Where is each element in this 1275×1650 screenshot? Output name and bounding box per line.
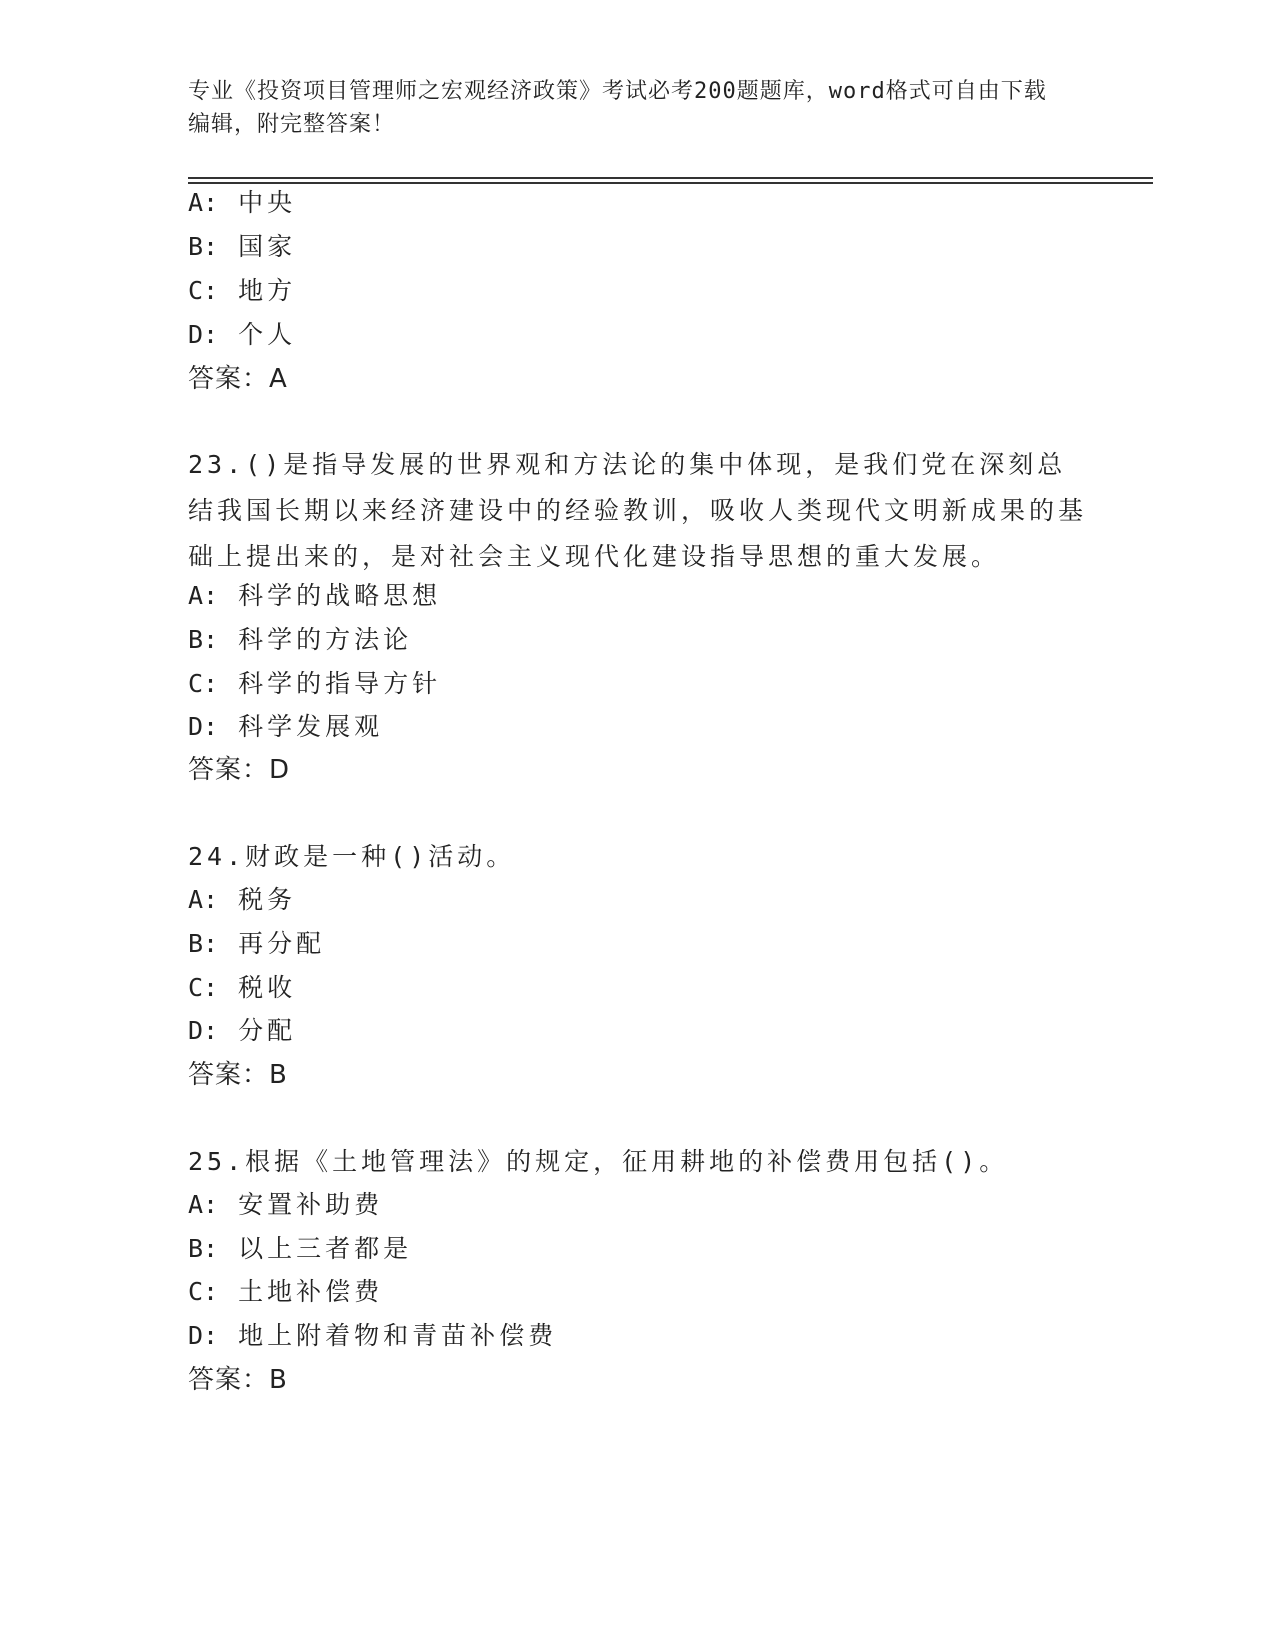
option-c — [188, 669, 441, 699]
option-letter: C: — [188, 973, 219, 1002]
answer-line: 答案：B — [188, 1365, 288, 1395]
option-letter: B: — [188, 625, 219, 654]
option-text: 税务 — [238, 885, 297, 914]
option-a — [188, 188, 296, 218]
question-25-stem: 25.根据《土地管理法》的规定，征用耕地的补偿费用包括()。 — [188, 1147, 1009, 1176]
option-text: 分配 — [238, 1016, 297, 1045]
option-c — [188, 276, 296, 306]
option-a — [188, 1190, 383, 1220]
option-text: 科学的战略思想 — [238, 581, 442, 610]
option-c — [188, 1277, 383, 1307]
option-c — [188, 973, 296, 1003]
answer-line: 答案：B — [188, 1060, 288, 1090]
option-letter: D: — [188, 320, 219, 349]
option-letter: C: — [188, 276, 219, 305]
option-text: 土地补偿费 — [238, 1277, 384, 1306]
option-b — [188, 232, 296, 262]
option-text: 科学发展观 — [238, 712, 384, 741]
option-d — [188, 320, 296, 350]
option-b — [188, 929, 325, 959]
option-d — [188, 712, 383, 742]
option-d — [188, 1321, 557, 1351]
option-text: 科学的指导方针 — [238, 669, 442, 698]
header-divider-top — [188, 177, 1153, 179]
option-letter: D: — [188, 1321, 219, 1350]
option-text: 国家 — [238, 232, 297, 261]
option-letter: A: — [188, 581, 219, 610]
answer-line: 答案：A — [188, 364, 288, 394]
option-letter: A: — [188, 1190, 219, 1219]
option-letter: A: — [188, 188, 219, 217]
option-text: 税收 — [238, 973, 297, 1002]
answer-line: 答案：D — [188, 755, 291, 785]
option-letter: C: — [188, 669, 219, 698]
document-header: 专业《投资项目管理师之宏观经济政策》考试必考200题题库，word格式可自由下载编辑，附完整答案！ — [188, 79, 1047, 137]
option-letter: A: — [188, 885, 219, 914]
option-letter: B: — [188, 929, 219, 958]
option-text: 中央 — [238, 188, 297, 217]
option-text: 安置补助费 — [238, 1190, 384, 1219]
question-24-stem: 24.财政是一种()活动。 — [188, 842, 516, 871]
option-text: 地方 — [238, 276, 297, 305]
option-d — [188, 1016, 296, 1046]
option-a — [188, 581, 441, 611]
option-b — [188, 625, 412, 655]
option-b — [188, 1234, 412, 1264]
option-text: 个人 — [238, 320, 297, 349]
option-text: 地上附着物和青苗补偿费 — [238, 1321, 558, 1350]
option-letter: B: — [188, 1234, 219, 1263]
option-letter: D: — [188, 712, 219, 741]
option-letter: C: — [188, 1277, 219, 1306]
option-letter: D: — [188, 1016, 219, 1045]
option-text: 再分配 — [238, 929, 326, 958]
option-letter: B: — [188, 232, 219, 261]
option-text: 以上三者都是 — [238, 1234, 413, 1263]
option-text: 科学的方法论 — [238, 625, 413, 654]
question-23-stem: 23.()是指导发展的世界观和方法论的集中体现，是我们党在深刻总结我国长期以来经济建设中的经验教训，吸收人类现代文明新成果的基础上提出来的，是对社会主义现代化建设指导思想的重大发展。 — [188, 450, 1088, 571]
header-divider-bottom — [188, 182, 1153, 184]
option-a — [188, 885, 296, 915]
